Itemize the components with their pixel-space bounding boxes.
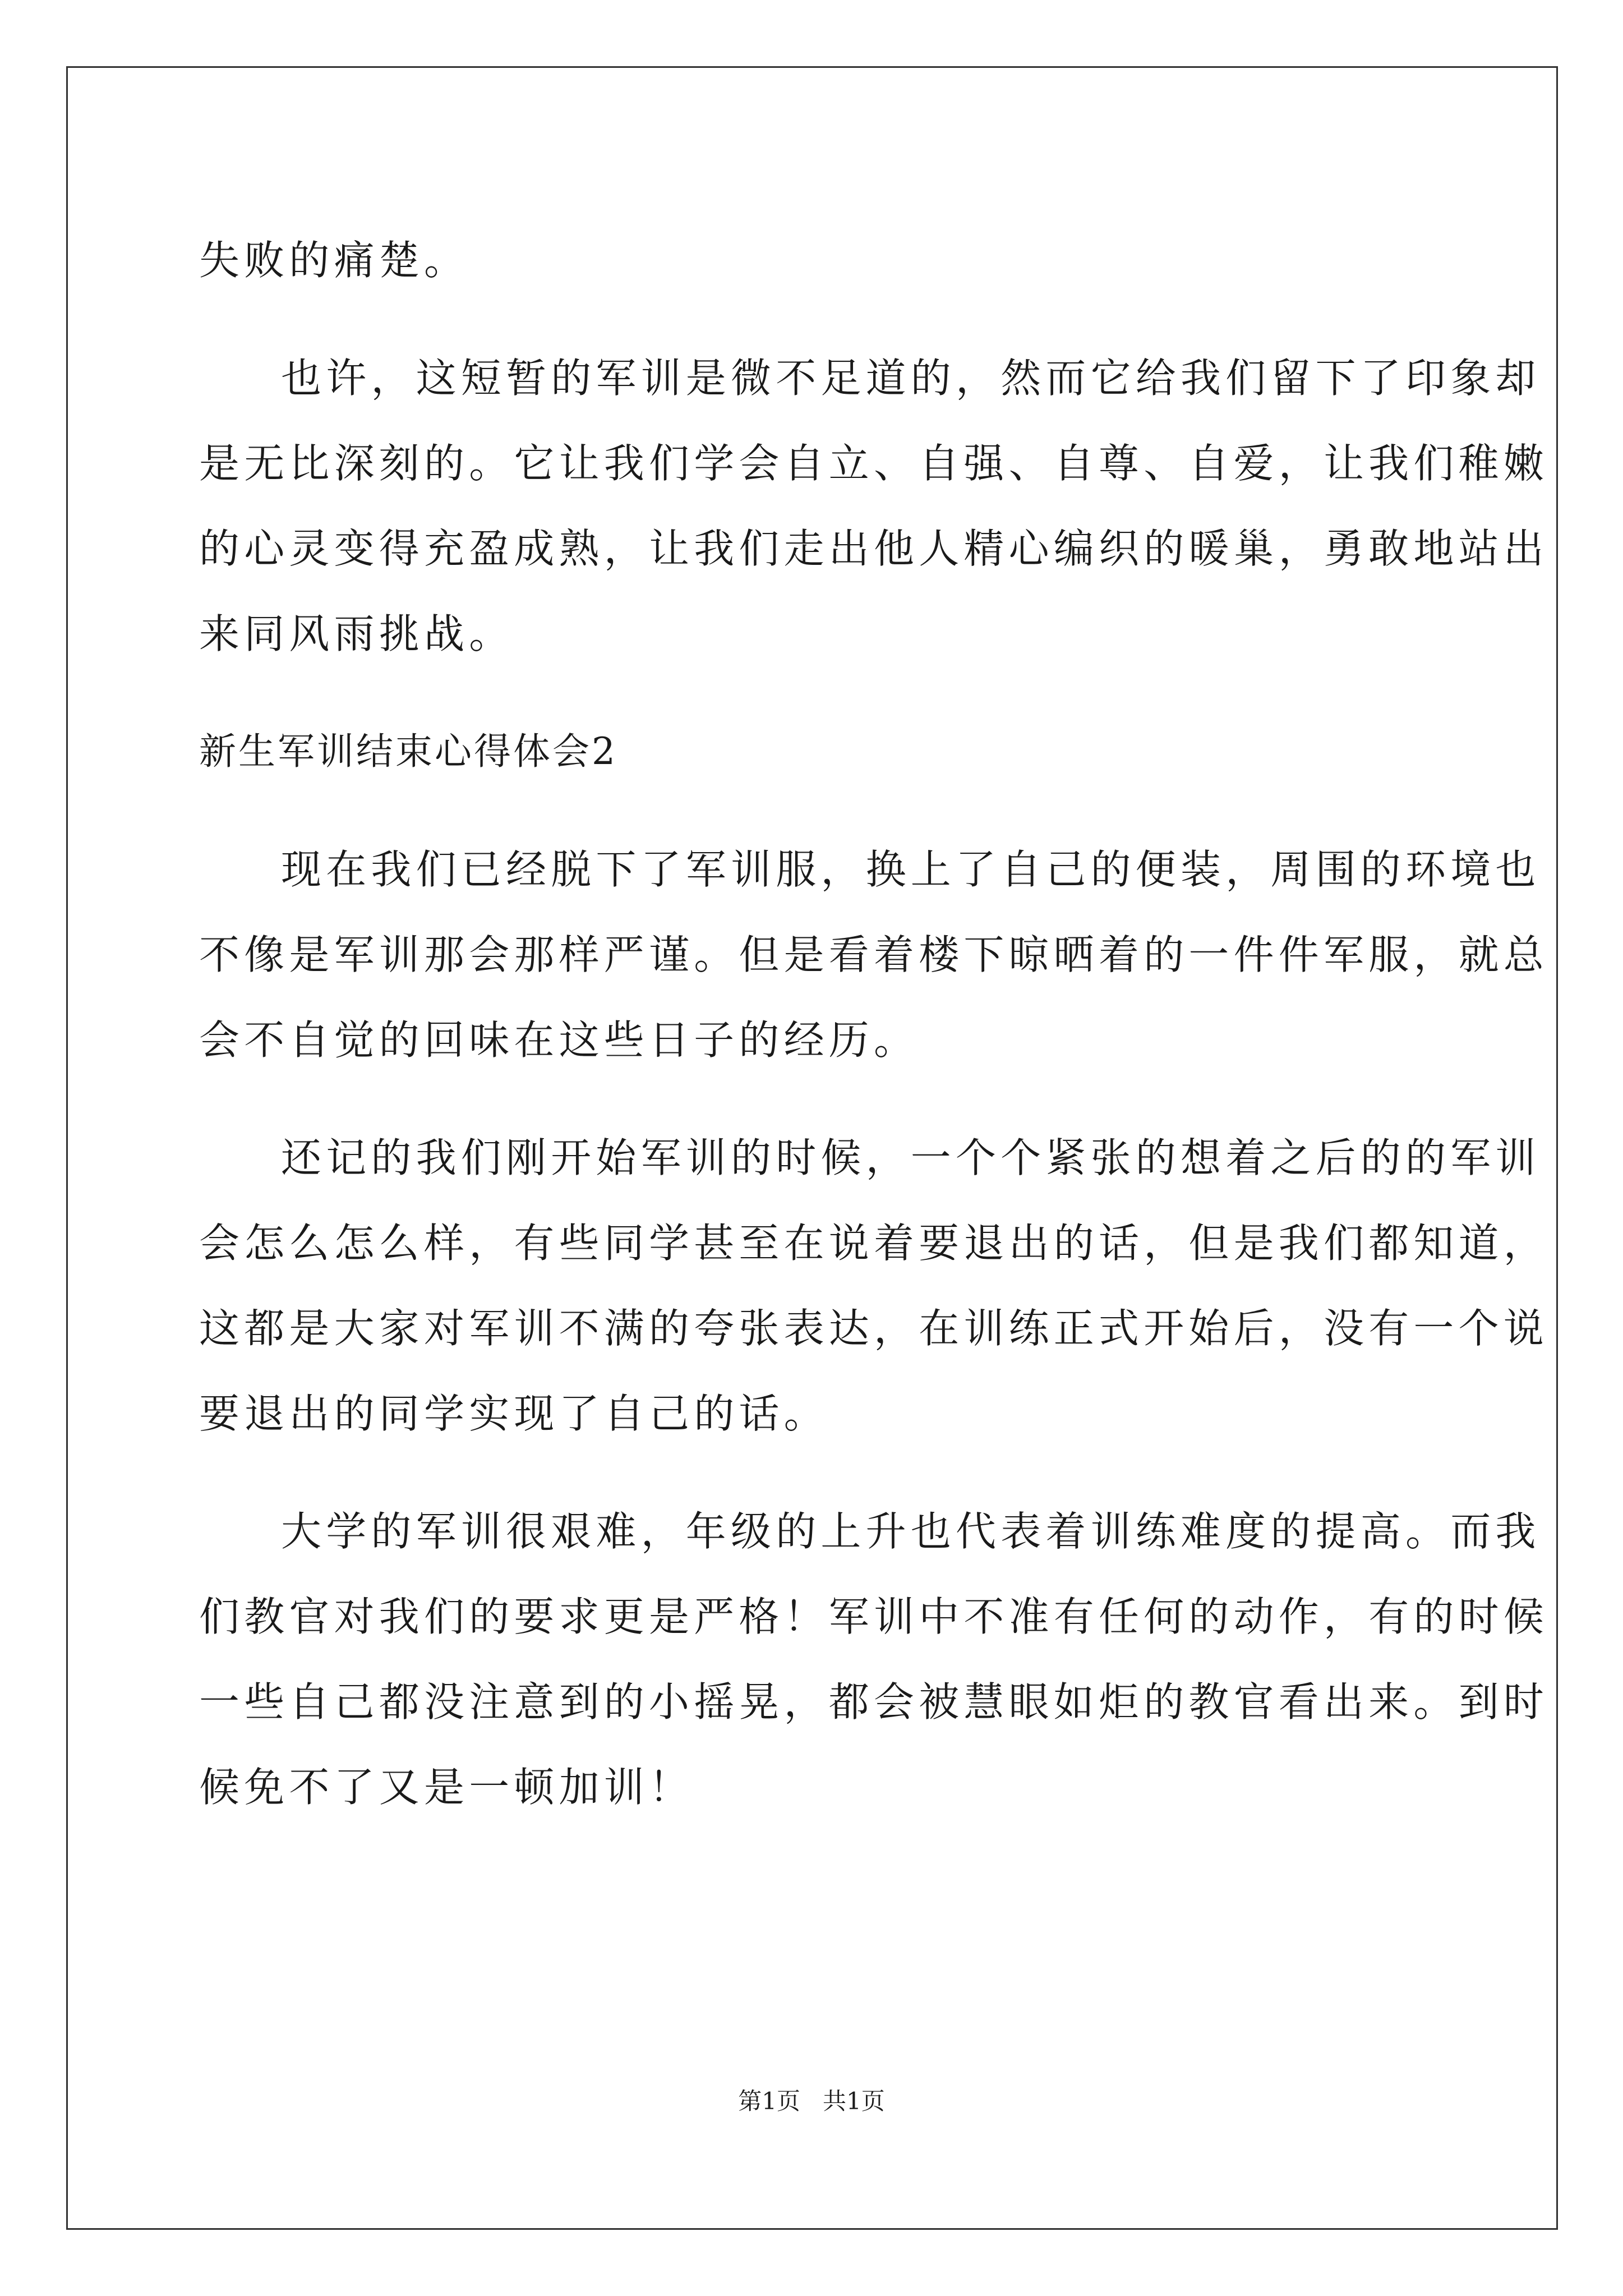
text-line: 要退出的同学实现了自己的话。 bbox=[199, 1390, 829, 1437]
paragraph-4 bbox=[199, 1489, 1549, 1830]
text-line: 失败的痛楚。 bbox=[199, 237, 469, 284]
text-line: 会怎么怎么样，有些同学甚至在说着要退出的话，但是我们都知道， bbox=[199, 1220, 1549, 1267]
document-body bbox=[199, 218, 1549, 1830]
paragraph-2 bbox=[199, 827, 1549, 1083]
text-line: 一些自己都没注意到的小摇晃，都会被慧眼如炬的教官看出来。到时 bbox=[199, 1678, 1549, 1726]
text-line: 来同风雨挑战。 bbox=[199, 610, 514, 657]
text-line: 这都是大家对军训不满的夸张表达，在训练正式开始后，没有一个说 bbox=[199, 1305, 1549, 1352]
text-line: 现在我们已经脱下了军训服，换上了自己的便装，周围的环境也 bbox=[281, 846, 1541, 893]
text-line: 还记的我们刚开始军训的时候，一个个紧张的想着之后的的军训 bbox=[281, 1134, 1541, 1181]
page-number-footer: 第1页 共1页 bbox=[738, 2087, 885, 2115]
text-line: 候免不了又是一顿加训！ bbox=[199, 1764, 694, 1811]
text-line: 会不自觉的回味在这些日子的经历。 bbox=[199, 1016, 919, 1064]
paragraph-3 bbox=[199, 1115, 1549, 1456]
text-line: 大学的军训很艰难，年级的上升也代表着训练难度的提高。而我 bbox=[281, 1508, 1541, 1555]
text-line: 的心灵变得充盈成熟，让我们走出他人精心编织的暖巢，勇敢地站出 bbox=[199, 525, 1549, 572]
section-heading: 新生军训结束心得体会2 bbox=[199, 730, 617, 773]
text-line: 是无比深刻的。它让我们学会自立、自强、自尊、自爱，让我们稚嫩 bbox=[199, 440, 1549, 487]
text-line: 也许，这短暂的军训是微不足道的，然而它给我们留下了印象却 bbox=[281, 355, 1541, 402]
text-line: 不像是军训那会那样严谨。但是看着楼下晾晒着的一件件军服，就总 bbox=[199, 931, 1549, 978]
text-line: 们教官对我们的要求更是严格！军训中不准有任何的动作，有的时候 bbox=[199, 1593, 1549, 1640]
paragraph-1 bbox=[199, 335, 1549, 677]
